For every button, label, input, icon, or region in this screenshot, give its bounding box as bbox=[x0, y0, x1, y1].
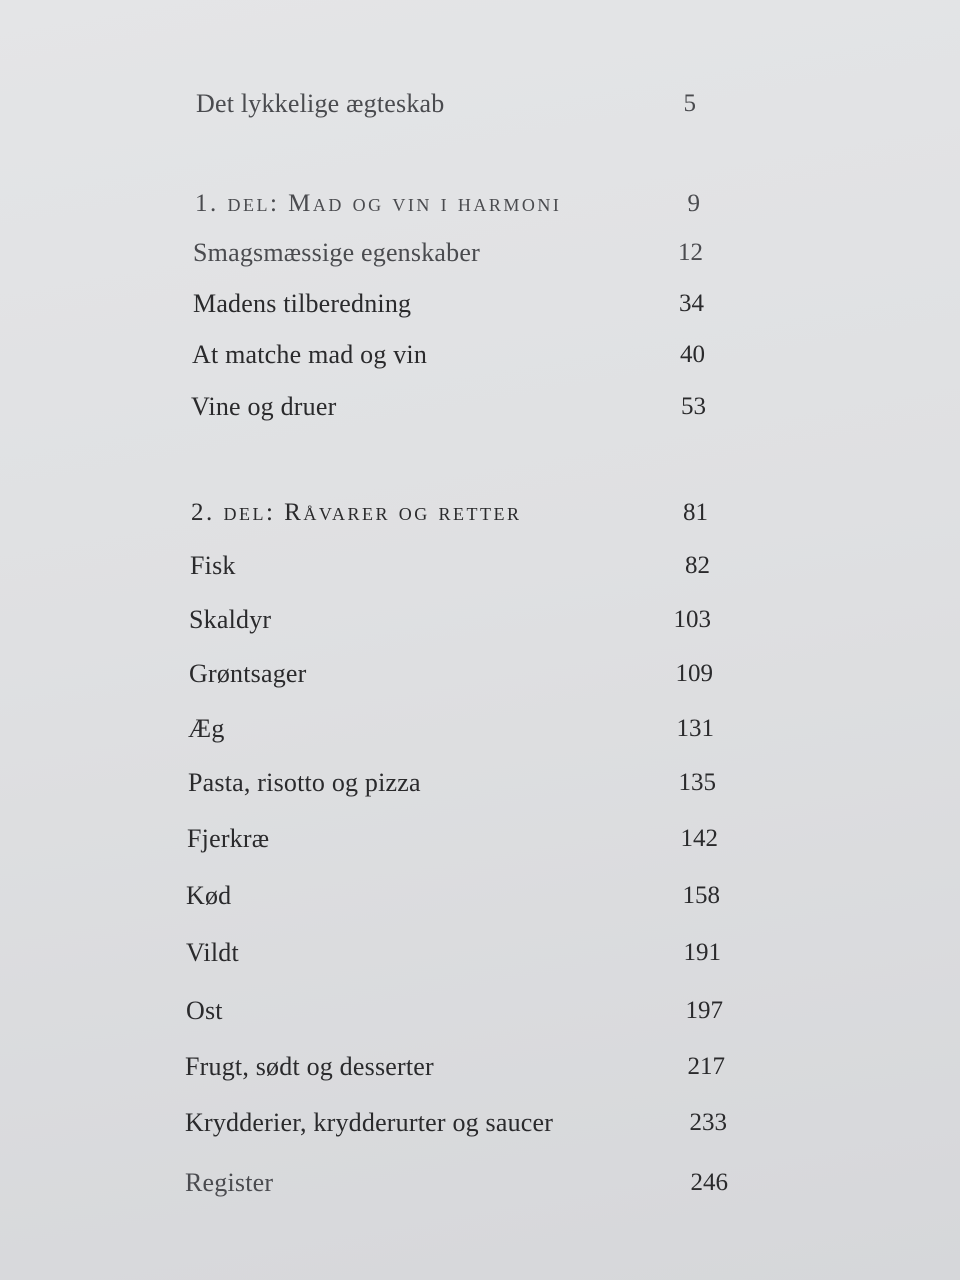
toc-entry-page: 191 bbox=[683, 939, 721, 966]
toc-part-page: 9 bbox=[687, 190, 700, 217]
toc-entry-page: 142 bbox=[680, 825, 718, 852]
toc-entry bbox=[0, 933, 960, 973]
toc-entry bbox=[0, 1103, 960, 1143]
toc-entry-title: At matche mad og vin bbox=[192, 340, 428, 369]
toc-entry-page: 82 bbox=[685, 552, 710, 579]
toc-entry-title: Madens tilberedning bbox=[193, 289, 412, 318]
toc-entry-title: Vine og druer bbox=[191, 392, 337, 421]
toc-entry bbox=[0, 876, 960, 916]
toc-entry-title: Kød bbox=[186, 881, 232, 910]
toc-entry-page: 217 bbox=[687, 1053, 725, 1080]
toc-entry bbox=[0, 233, 960, 273]
toc-entry-title: Pasta, risotto og pizza bbox=[188, 768, 421, 797]
toc-entry-title: Skaldyr bbox=[189, 605, 272, 634]
toc-entry bbox=[0, 335, 960, 375]
toc-entry-title: Vildt bbox=[186, 938, 239, 967]
toc-entry-title: Grøntsager bbox=[189, 659, 307, 688]
toc-entry-page: 158 bbox=[682, 882, 720, 909]
toc-entry-page: 135 bbox=[678, 769, 716, 796]
toc-entry-page: 197 bbox=[685, 997, 723, 1024]
toc-entry bbox=[0, 387, 960, 427]
toc-entry bbox=[0, 84, 960, 124]
toc-entry bbox=[0, 763, 960, 803]
toc-entry bbox=[0, 654, 960, 694]
toc-entry-page: 34 bbox=[679, 290, 704, 317]
toc-part-page: 81 bbox=[683, 499, 708, 526]
toc-entry-page: 5 bbox=[683, 90, 696, 117]
toc-entry-title: Ost bbox=[186, 996, 223, 1025]
toc-entry-page: 246 bbox=[690, 1169, 728, 1196]
toc-entry-page: 40 bbox=[680, 341, 705, 368]
toc-entry-title: Æg bbox=[188, 714, 225, 743]
toc-entry-page: 103 bbox=[673, 606, 711, 633]
toc-entry-page: 233 bbox=[689, 1109, 727, 1136]
toc-entry-page: 53 bbox=[681, 393, 706, 420]
toc-entry bbox=[0, 284, 960, 324]
toc-entry-title: Register bbox=[185, 1168, 274, 1197]
toc-entry-page: 12 bbox=[678, 239, 703, 266]
toc-entry bbox=[0, 1047, 960, 1087]
toc-entry-title: Krydderier, krydderurter og saucer bbox=[185, 1108, 554, 1137]
toc-entry-title: Fisk bbox=[190, 551, 236, 580]
toc-part-heading bbox=[0, 493, 960, 533]
toc-entry bbox=[0, 991, 960, 1031]
toc-entry-title: Fjerkræ bbox=[187, 824, 270, 853]
toc-part-title: 2. del: Råvarer og retter bbox=[191, 499, 522, 526]
toc-entry-page: 109 bbox=[675, 660, 713, 687]
toc-entry bbox=[0, 819, 960, 859]
toc-entry-title: Smagsmæssige egenskaber bbox=[193, 238, 480, 267]
toc-entry bbox=[0, 1163, 960, 1203]
toc-entry bbox=[0, 600, 960, 640]
toc-entry bbox=[0, 709, 960, 749]
toc-entry-title: Frugt, sødt og desserter bbox=[185, 1052, 434, 1081]
toc-entry bbox=[0, 546, 960, 586]
toc-part-title: 1. del: Mad og vin i harmoni bbox=[195, 190, 562, 217]
toc-entry-title: Det lykkelige ægteskab bbox=[196, 89, 445, 118]
toc-entry-page: 131 bbox=[676, 715, 714, 742]
toc-part-heading bbox=[0, 184, 960, 224]
